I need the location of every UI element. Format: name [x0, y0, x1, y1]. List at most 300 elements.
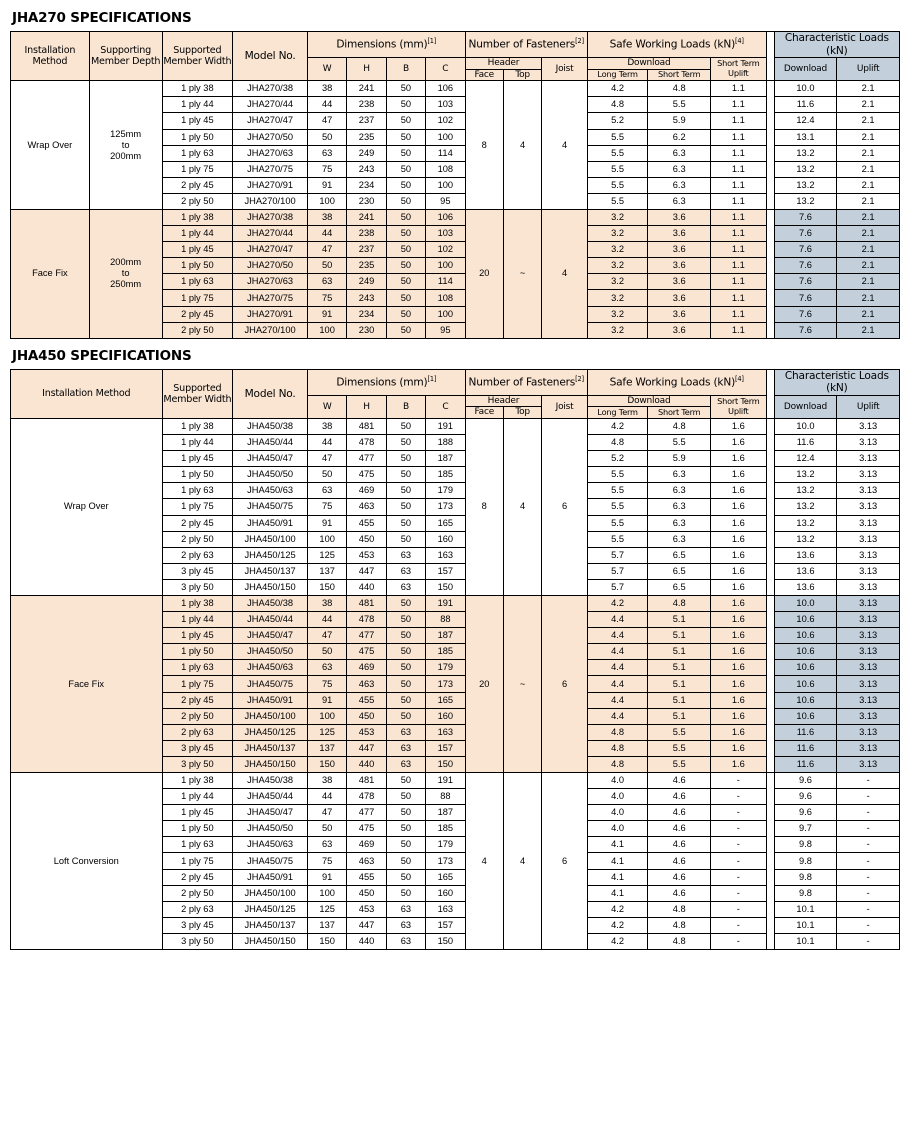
dimension-w-cell: 150 [307, 579, 346, 595]
supported-member-width-cell: 1 ply 50 [162, 644, 233, 660]
dimension-b-cell: 50 [386, 177, 425, 193]
dimension-h-cell: 230 [347, 193, 386, 209]
characteristic-download-cell: 13.6 [774, 547, 837, 563]
dimension-w-cell: 63 [307, 145, 346, 161]
dimension-w-cell: 44 [307, 226, 346, 242]
dimension-c-cell: 100 [426, 177, 465, 193]
swl-short-term-uplift-cell: 1.6 [711, 547, 767, 563]
dimension-c-cell: 191 [426, 595, 465, 611]
dimension-c-cell: 173 [426, 676, 465, 692]
swl-download-short-term-cell: 3.6 [648, 274, 711, 290]
characteristic-download-cell: 9.8 [774, 853, 837, 869]
characteristic-download-cell: 13.2 [774, 467, 837, 483]
col-short-term: Short Term [648, 69, 711, 81]
characteristic-download-cell: 10.6 [774, 692, 837, 708]
supported-member-width-cell: 2 ply 50 [162, 708, 233, 724]
col-model-no: Model No. [233, 32, 308, 81]
fasteners-face-cell: 8 [465, 418, 503, 595]
dimension-w-cell: 91 [307, 692, 346, 708]
supported-member-width-cell: 3 ply 45 [162, 563, 233, 579]
characteristic-uplift-cell: 3.13 [837, 676, 900, 692]
dimension-c-cell: 185 [426, 821, 465, 837]
dimension-b-cell: 50 [386, 805, 425, 821]
model-no-cell: JHA450/63 [233, 837, 308, 853]
swl-download-long-term-cell: 3.2 [587, 226, 648, 242]
supported-member-width-cell: 1 ply 63 [162, 837, 233, 853]
group-safe-working-loads: Safe Working Loads (kN)[4] [587, 32, 766, 58]
swl-download-long-term-cell: 3.2 [587, 258, 648, 274]
swl-short-term-uplift-cell: - [711, 917, 767, 933]
jha450-table-body [11, 418, 900, 949]
installation-method-cell: Wrap Over [11, 81, 90, 210]
model-no-cell: JHA450/100 [233, 531, 308, 547]
col-long-term: Long Term [587, 407, 648, 419]
supported-member-width-cell: 2 ply 63 [162, 547, 233, 563]
dimension-w-cell: 100 [307, 885, 346, 901]
swl-download-short-term-cell: 3.6 [648, 209, 711, 225]
supported-member-width-cell: 1 ply 50 [162, 821, 233, 837]
dimension-c-cell: 100 [426, 258, 465, 274]
dimension-c-cell: 88 [426, 612, 465, 628]
swl-download-short-term-cell: 4.6 [648, 837, 711, 853]
swl-short-term-uplift-cell: 1.6 [711, 740, 767, 756]
swl-download-short-term-cell: 4.6 [648, 869, 711, 885]
characteristic-uplift-cell: - [837, 853, 900, 869]
swl-short-term-uplift-cell: - [711, 821, 767, 837]
characteristic-uplift-cell: 3.13 [837, 579, 900, 595]
fasteners-top-cell: ~ [503, 595, 541, 772]
supported-member-width-cell: 1 ply 63 [162, 660, 233, 676]
column-gutter [766, 81, 774, 210]
supported-member-width-cell: 3 ply 45 [162, 740, 233, 756]
col-dim-b: B [386, 58, 425, 81]
model-no-cell: JHA450/63 [233, 483, 308, 499]
dimension-w-cell: 47 [307, 242, 346, 258]
swl-short-term-uplift-cell: 1.1 [711, 209, 767, 225]
col-dim-c: C [426, 58, 465, 81]
group-characteristic-loads: Characteristic Loads (kN) [774, 32, 899, 58]
dimension-c-cell: 187 [426, 805, 465, 821]
swl-download-short-term-cell: 6.3 [648, 483, 711, 499]
supported-member-width-cell: 1 ply 45 [162, 628, 233, 644]
model-no-cell: JHA270/47 [233, 113, 308, 129]
swl-short-term-uplift-cell: 1.1 [711, 177, 767, 193]
supported-member-width-cell: 2 ply 50 [162, 885, 233, 901]
dimension-h-cell: 234 [347, 306, 386, 322]
dimension-w-cell: 63 [307, 660, 346, 676]
characteristic-download-cell: 13.6 [774, 563, 837, 579]
characteristic-download-cell: 10.6 [774, 612, 837, 628]
characteristic-uplift-cell: - [837, 917, 900, 933]
dimension-b-cell: 50 [386, 418, 425, 434]
installation-method-cell: Face Fix [11, 595, 163, 772]
supported-member-width-cell: 2 ply 45 [162, 869, 233, 885]
dimension-w-cell: 38 [307, 81, 346, 97]
characteristic-uplift-cell: - [837, 869, 900, 885]
dimension-b-cell: 50 [386, 258, 425, 274]
dimension-b-cell: 50 [386, 531, 425, 547]
characteristic-uplift-cell: 2.1 [837, 97, 900, 113]
swl-download-long-term-cell: 4.4 [587, 644, 648, 660]
swl-download-long-term-cell: 4.0 [587, 805, 648, 821]
swl-download-long-term-cell: 4.8 [587, 724, 648, 740]
swl-download-long-term-cell: 5.5 [587, 499, 648, 515]
characteristic-download-cell: 10.6 [774, 660, 837, 676]
swl-download-short-term-cell: 6.3 [648, 499, 711, 515]
swl-download-short-term-cell: 3.6 [648, 226, 711, 242]
swl-short-term-uplift-cell: - [711, 869, 767, 885]
dimension-w-cell: 38 [307, 595, 346, 611]
group-dimensions: Dimensions (mm)[1] [307, 369, 465, 395]
characteristic-uplift-cell: 3.13 [837, 531, 900, 547]
swl-short-term-uplift-cell: 1.6 [711, 708, 767, 724]
column-gutter [766, 773, 774, 950]
characteristic-download-cell: 7.6 [774, 274, 837, 290]
dimension-c-cell: 157 [426, 740, 465, 756]
swl-download-long-term-cell: 5.5 [587, 129, 648, 145]
characteristic-uplift-cell: - [837, 933, 900, 949]
group-dimensions: Dimensions (mm)[1] [307, 32, 465, 58]
swl-download-long-term-cell: 3.2 [587, 306, 648, 322]
dimension-c-cell: 165 [426, 692, 465, 708]
model-no-cell: JHA270/100 [233, 322, 308, 338]
dimension-h-cell: 243 [347, 290, 386, 306]
swl-download-short-term-cell: 5.1 [648, 660, 711, 676]
dimension-w-cell: 91 [307, 515, 346, 531]
dimension-b-cell: 63 [386, 901, 425, 917]
swl-short-term-uplift-cell: 1.6 [711, 756, 767, 772]
fasteners-top-cell: ~ [503, 209, 541, 338]
supported-member-width-cell: 1 ply 63 [162, 483, 233, 499]
col-joist: Joist [542, 395, 587, 418]
dimension-b-cell: 50 [386, 676, 425, 692]
supported-member-width-cell: 3 ply 45 [162, 917, 233, 933]
dimension-b-cell: 50 [386, 628, 425, 644]
dimension-b-cell: 63 [386, 740, 425, 756]
swl-download-short-term-cell: 5.5 [648, 756, 711, 772]
dimension-c-cell: 157 [426, 917, 465, 933]
dimension-b-cell: 50 [386, 274, 425, 290]
model-no-cell: JHA450/38 [233, 595, 308, 611]
col-characteristic-uplift: Uplift [837, 58, 900, 81]
characteristic-download-cell: 11.6 [774, 740, 837, 756]
supported-member-width-cell: 1 ply 38 [162, 209, 233, 225]
supporting-member-depth-cell: 200mm to 250mm [89, 209, 162, 338]
model-no-cell: JHA450/100 [233, 708, 308, 724]
dimension-c-cell: 106 [426, 81, 465, 97]
fasteners-face-cell: 4 [465, 773, 503, 950]
col-characteristic-download: Download [774, 395, 837, 418]
swl-download-short-term-cell: 6.3 [648, 531, 711, 547]
swl-short-term-uplift-cell: 1.1 [711, 113, 767, 129]
swl-download-long-term-cell: 5.5 [587, 161, 648, 177]
model-no-cell: JHA270/44 [233, 97, 308, 113]
swl-download-short-term-cell: 5.1 [648, 708, 711, 724]
dimension-c-cell: 150 [426, 756, 465, 772]
dimension-b-cell: 50 [386, 161, 425, 177]
swl-download-short-term-cell: 5.9 [648, 113, 711, 129]
characteristic-uplift-cell: 3.13 [837, 724, 900, 740]
characteristic-uplift-cell: 2.1 [837, 274, 900, 290]
table-row [11, 773, 900, 789]
model-no-cell: JHA450/38 [233, 773, 308, 789]
characteristic-uplift-cell: 2.1 [837, 177, 900, 193]
supported-member-width-cell: 1 ply 44 [162, 226, 233, 242]
group-number-of-fasteners: Number of Fasteners[2] [465, 32, 587, 58]
swl-download-long-term-cell: 5.2 [587, 113, 648, 129]
jha270-specifications-table [10, 31, 900, 339]
swl-download-short-term-cell: 6.5 [648, 563, 711, 579]
column-gutter [766, 209, 774, 338]
swl-download-short-term-cell: 4.8 [648, 418, 711, 434]
dimension-w-cell: 100 [307, 322, 346, 338]
group-download: Download [587, 58, 710, 70]
dimension-b-cell: 63 [386, 917, 425, 933]
characteristic-uplift-cell: 3.13 [837, 612, 900, 628]
col-short-term-uplift: Short Term Uplift [711, 58, 767, 81]
model-no-cell: JHA270/50 [233, 129, 308, 145]
characteristic-download-cell: 9.6 [774, 805, 837, 821]
dimension-h-cell: 469 [347, 837, 386, 853]
swl-download-short-term-cell: 4.6 [648, 821, 711, 837]
supported-member-width-cell: 1 ply 75 [162, 499, 233, 515]
swl-download-short-term-cell: 6.3 [648, 161, 711, 177]
swl-short-term-uplift-cell: 1.6 [711, 499, 767, 515]
dimension-h-cell: 241 [347, 81, 386, 97]
characteristic-download-cell: 13.6 [774, 579, 837, 595]
dimension-h-cell: 455 [347, 869, 386, 885]
dimension-b-cell: 50 [386, 467, 425, 483]
model-no-cell: JHA270/38 [233, 81, 308, 97]
swl-download-long-term-cell: 4.2 [587, 81, 648, 97]
dimension-w-cell: 50 [307, 467, 346, 483]
model-no-cell: JHA270/63 [233, 274, 308, 290]
swl-download-long-term-cell: 4.2 [587, 595, 648, 611]
swl-download-short-term-cell: 5.5 [648, 740, 711, 756]
swl-short-term-uplift-cell: 1.1 [711, 290, 767, 306]
swl-download-long-term-cell: 4.2 [587, 418, 648, 434]
swl-short-term-uplift-cell: 1.6 [711, 676, 767, 692]
swl-download-long-term-cell: 4.0 [587, 789, 648, 805]
swl-short-term-uplift-cell: 1.6 [711, 612, 767, 628]
swl-download-long-term-cell: 4.1 [587, 869, 648, 885]
model-no-cell: JHA450/150 [233, 756, 308, 772]
dimension-h-cell: 477 [347, 451, 386, 467]
dimension-b-cell: 63 [386, 724, 425, 740]
model-no-cell: JHA450/47 [233, 451, 308, 467]
characteristic-download-cell: 13.2 [774, 499, 837, 515]
characteristic-download-cell: 9.8 [774, 869, 837, 885]
swl-download-short-term-cell: 4.6 [648, 773, 711, 789]
dimension-w-cell: 75 [307, 853, 346, 869]
model-no-cell: JHA270/75 [233, 290, 308, 306]
model-no-cell: JHA450/44 [233, 612, 308, 628]
dimension-b-cell: 50 [386, 97, 425, 113]
dimension-b-cell: 50 [386, 515, 425, 531]
dimension-b-cell: 50 [386, 81, 425, 97]
jha450-specifications-table [10, 369, 900, 950]
col-model-no: Model No. [233, 369, 308, 418]
swl-short-term-uplift-cell: 1.1 [711, 81, 767, 97]
dimension-h-cell: 243 [347, 161, 386, 177]
swl-short-term-uplift-cell: 1.6 [711, 579, 767, 595]
col-face: Face [465, 407, 503, 419]
characteristic-download-cell: 7.6 [774, 226, 837, 242]
col-installation-method: Installation Method [11, 369, 163, 418]
dimension-b-cell: 50 [386, 242, 425, 258]
group-number-of-fasteners: Number of Fasteners[2] [465, 369, 587, 395]
characteristic-download-cell: 13.2 [774, 177, 837, 193]
dimension-w-cell: 125 [307, 724, 346, 740]
dimension-h-cell: 469 [347, 483, 386, 499]
swl-download-long-term-cell: 3.2 [587, 322, 648, 338]
dimension-h-cell: 249 [347, 274, 386, 290]
dimension-w-cell: 44 [307, 612, 346, 628]
model-no-cell: JHA450/50 [233, 644, 308, 660]
model-no-cell: JHA450/47 [233, 805, 308, 821]
swl-short-term-uplift-cell: 1.1 [711, 274, 767, 290]
swl-download-short-term-cell: 3.6 [648, 290, 711, 306]
characteristic-uplift-cell: 3.13 [837, 692, 900, 708]
swl-short-term-uplift-cell: 1.1 [711, 97, 767, 113]
characteristic-uplift-cell: 3.13 [837, 435, 900, 451]
supported-member-width-cell: 1 ply 63 [162, 274, 233, 290]
dimension-b-cell: 50 [386, 773, 425, 789]
characteristic-download-cell: 11.6 [774, 97, 837, 113]
dimension-c-cell: 173 [426, 853, 465, 869]
model-no-cell: JHA270/44 [233, 226, 308, 242]
supported-member-width-cell: 1 ply 50 [162, 258, 233, 274]
dimension-h-cell: 235 [347, 129, 386, 145]
dimension-h-cell: 463 [347, 499, 386, 515]
dimension-h-cell: 453 [347, 724, 386, 740]
characteristic-uplift-cell: 2.1 [837, 226, 900, 242]
supported-member-width-cell: 1 ply 38 [162, 81, 233, 97]
group-safe-working-loads: Safe Working Loads (kN)[4] [587, 369, 766, 395]
dimension-h-cell: 440 [347, 756, 386, 772]
characteristic-uplift-cell: 3.13 [837, 628, 900, 644]
dimension-b-cell: 63 [386, 547, 425, 563]
dimension-w-cell: 63 [307, 274, 346, 290]
swl-download-long-term-cell: 4.4 [587, 692, 648, 708]
dimension-w-cell: 100 [307, 193, 346, 209]
supported-member-width-cell: 1 ply 38 [162, 773, 233, 789]
supported-member-width-cell: 1 ply 45 [162, 242, 233, 258]
model-no-cell: JHA270/100 [233, 193, 308, 209]
dimension-c-cell: 165 [426, 869, 465, 885]
swl-download-short-term-cell: 4.6 [648, 885, 711, 901]
group-characteristic-loads: Characteristic Loads (kN) [774, 369, 899, 395]
installation-method-cell: Wrap Over [11, 418, 163, 595]
characteristic-uplift-cell: 3.13 [837, 547, 900, 563]
dimension-c-cell: 108 [426, 161, 465, 177]
column-gutter [766, 369, 774, 418]
swl-short-term-uplift-cell: 1.1 [711, 242, 767, 258]
dimension-b-cell: 50 [386, 209, 425, 225]
dimension-h-cell: 453 [347, 901, 386, 917]
dimension-b-cell: 50 [386, 145, 425, 161]
dimension-c-cell: 114 [426, 145, 465, 161]
swl-download-short-term-cell: 3.6 [648, 306, 711, 322]
model-no-cell: JHA270/50 [233, 258, 308, 274]
dimension-c-cell: 163 [426, 901, 465, 917]
swl-download-short-term-cell: 5.1 [648, 692, 711, 708]
supported-member-width-cell: 1 ply 50 [162, 129, 233, 145]
col-characteristic-uplift: Uplift [837, 395, 900, 418]
swl-download-long-term-cell: 4.2 [587, 917, 648, 933]
dimension-b-cell: 63 [386, 563, 425, 579]
dimension-w-cell: 38 [307, 418, 346, 434]
characteristic-uplift-cell: 2.1 [837, 242, 900, 258]
dimension-h-cell: 477 [347, 628, 386, 644]
dimension-h-cell: 249 [347, 145, 386, 161]
model-no-cell: JHA450/75 [233, 499, 308, 515]
supported-member-width-cell: 3 ply 50 [162, 933, 233, 949]
dimension-c-cell: 102 [426, 242, 465, 258]
dimension-b-cell: 50 [386, 193, 425, 209]
swl-download-short-term-cell: 3.6 [648, 258, 711, 274]
dimension-h-cell: 478 [347, 789, 386, 805]
characteristic-uplift-cell: 2.1 [837, 258, 900, 274]
dimension-c-cell: 185 [426, 467, 465, 483]
characteristic-uplift-cell: 3.13 [837, 499, 900, 515]
swl-short-term-uplift-cell: 1.6 [711, 724, 767, 740]
dimension-h-cell: 241 [347, 209, 386, 225]
dimension-b-cell: 50 [386, 708, 425, 724]
fasteners-footnote: [2] [575, 374, 584, 383]
dimensions-footnote: [1] [427, 36, 437, 45]
swl-download-long-term-cell: 5.5 [587, 193, 648, 209]
swl-download-long-term-cell: 4.4 [587, 660, 648, 676]
characteristic-download-cell: 13.2 [774, 531, 837, 547]
swl-short-term-uplift-cell: 1.6 [711, 563, 767, 579]
swl-download-short-term-cell: 6.3 [648, 145, 711, 161]
swl-download-long-term-cell: 3.2 [587, 274, 648, 290]
col-short-term-uplift: Short Term Uplift [711, 395, 767, 418]
dimension-c-cell: 179 [426, 660, 465, 676]
dimension-b-cell: 50 [386, 322, 425, 338]
characteristic-uplift-cell: 3.13 [837, 756, 900, 772]
dimension-w-cell: 50 [307, 821, 346, 837]
supported-member-width-cell: 1 ply 38 [162, 595, 233, 611]
swl-short-term-uplift-cell: 1.1 [711, 193, 767, 209]
dimension-w-cell: 47 [307, 451, 346, 467]
dimension-c-cell: 188 [426, 435, 465, 451]
dimension-b-cell: 50 [386, 435, 425, 451]
characteristic-download-cell: 10.0 [774, 418, 837, 434]
dimension-w-cell: 50 [307, 644, 346, 660]
characteristic-download-cell: 13.2 [774, 145, 837, 161]
supporting-member-depth-cell: 125mm to 200mm [89, 81, 162, 210]
characteristic-download-cell: 11.6 [774, 756, 837, 772]
dimension-h-cell: 478 [347, 435, 386, 451]
model-no-cell: JHA450/75 [233, 676, 308, 692]
supported-member-width-cell: 2 ply 63 [162, 724, 233, 740]
characteristic-download-cell: 7.6 [774, 209, 837, 225]
dimension-c-cell: 160 [426, 708, 465, 724]
swl-short-term-uplift-cell: 1.1 [711, 161, 767, 177]
model-no-cell: JHA270/75 [233, 161, 308, 177]
model-no-cell: JHA450/100 [233, 885, 308, 901]
swl-short-term-uplift-cell: 1.6 [711, 483, 767, 499]
swl-download-short-term-cell: 4.8 [648, 595, 711, 611]
characteristic-download-cell: 10.1 [774, 901, 837, 917]
characteristic-uplift-cell: 3.13 [837, 563, 900, 579]
dimension-h-cell: 455 [347, 692, 386, 708]
col-dim-b: B [386, 395, 425, 418]
dimension-h-cell: 455 [347, 515, 386, 531]
swl-download-short-term-cell: 6.3 [648, 193, 711, 209]
